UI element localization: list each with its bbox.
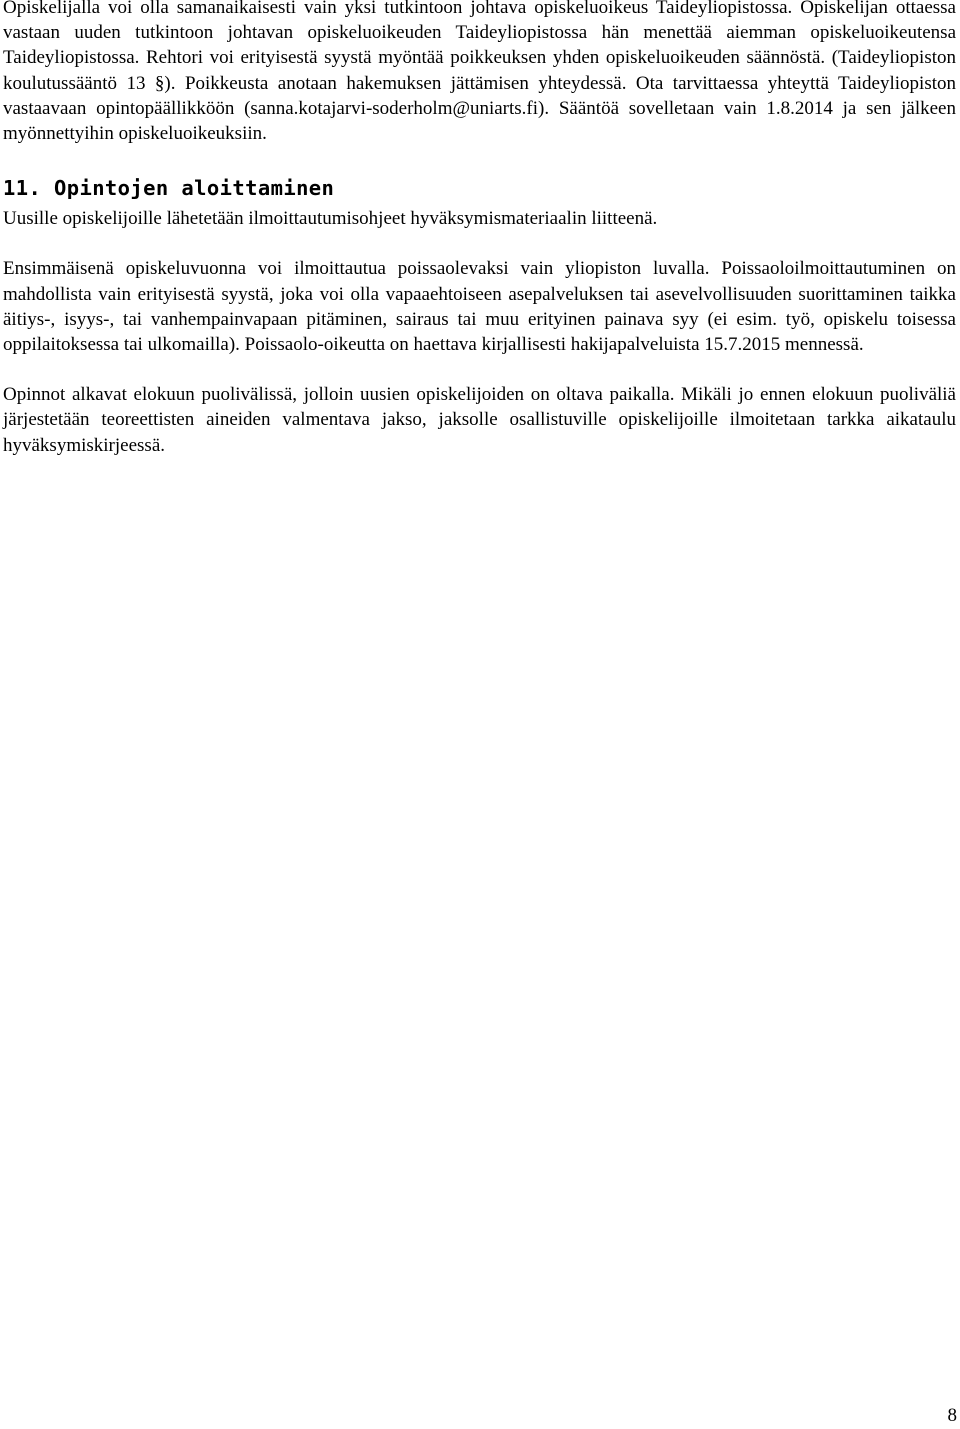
section-heading: 11. Opintojen aloittaminen	[3, 176, 335, 201]
page-number: 8	[947, 1405, 957, 1426]
paragraph-absence-registration: Ensimmäisenä opiskeluvuonna voi ilmoittautua poissaolevaksi vain yliopiston luvalla. Poissaoloilmoittautuminen on mahdollista vain erityisestä syystä, joka voi olla vapaaehtoiseen asepalveluksen tai asevelvollisuuden suorittaminen taikka äitiys-, isyys-, tai vanhempainvapaan pitäminen, sairaus tai muu erityinen painava syy (ei esim. työ, opiskelu toisessa oppilaitoksessa tai ulkomailla). Poissaolo-oikeutta on haettava kirjallisesti hakijapalveluista 15.7.2015 mennessä.	[3, 258, 956, 356]
paragraph-study-right: Opiskelijalla voi olla samanaikaisesti vain yksi tutkintoon johtava opiskeluoikeus Taideyliopistossa. Opiskelijan ottaessa vastaan uuden tutkintoon johtavan opiskeluoikeuden Taideyliopistossa hän menettää aiemman opiskeluoikeutensa Taideyliopistossa. Rehtori voi erityisestä syystä myöntää poikkeuksen yhden opiskeluoikeuden säännöstä. (Taideyliopiston koulutussääntö 13 §). Poikkeusta anotaan hakemuksen jättämisen yhteydessä. Ota tarvittaessa yhteyttä Taideyliopiston vastaavaan opintopäällikköön (sanna.kotajarvi-soderholm@uniarts.fi). Sääntöä sovelletaan vain 1.8.2014 ja sen jälkeen myönnettyihin opiskeluoikeuksiin.	[3, 0, 956, 145]
page-content	[3, 0, 956, 458]
paragraph-enrollment-instructions: Uusille opiskelijoille lähetetään ilmoittautumisohjeet hyväksymismateriaalin liitteenä.	[3, 208, 658, 230]
paragraph-studies-start: Opinnot alkavat elokuun puolivälissä, jolloin uusien opiskelijoiden on oltava paikalla. Mikäli jo ennen elokuun puoliväliä järjestetään teoreettisten aineiden valmentava jakso, jaksolle osallistuville opiskelijoille ilmoitetaan tarkka aikataulu hyväksymiskirjeessä.	[3, 384, 956, 456]
